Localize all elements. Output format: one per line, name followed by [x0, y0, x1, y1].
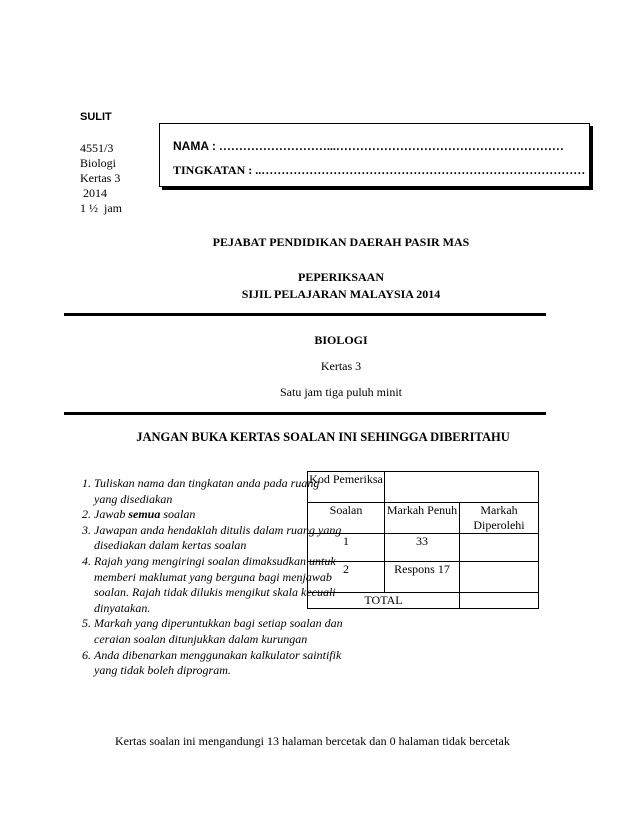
class-line	[173, 163, 585, 178]
full-marks: 33	[385, 534, 460, 562]
bottom-divider	[64, 412, 546, 415]
duration-title: Satu jam tiga puluh minit	[280, 385, 402, 399]
instruction-item: 2. Jawab semua soalan	[94, 507, 344, 523]
instruction-item: 6. Anda dibenarkan menggunakan kalkulator saintifik yang tidak boleh diprogram.	[94, 648, 344, 679]
instruction-item: 5. Markah yang diperuntukkan bagi setiap soalan dan ceraian soalan ditunjukkan dalam kurungan	[94, 616, 344, 647]
marks-table	[307, 471, 539, 609]
subject-name: Biologi	[80, 156, 117, 170]
page-count-note: Kertas soalan ini mengandungi 13 halaman bercetak dan 0 halaman tidak bercetak	[115, 734, 510, 748]
class-field[interactable]: ..………………………………………………………………………	[252, 163, 586, 177]
column-header-full-marks: Markah Penuh	[385, 503, 460, 534]
instruction-item: 3. Jawapan anda hendaklah ditulis dalam ruang yang disediakan dalam kertas soalan	[94, 523, 344, 554]
exam-duration: 1 ½ jam	[80, 201, 122, 215]
obtained-marks[interactable]	[460, 534, 539, 562]
name-line	[173, 139, 564, 154]
sulit-label: SULIT	[80, 111, 112, 123]
examiner-code-header: Kod Pemeriksa	[308, 472, 385, 503]
total-label: TOTAL	[308, 593, 460, 609]
obtained-marks[interactable]	[460, 562, 539, 593]
instruction-item: 4. Rajah yang mengiringi soalan dimaksudkan untuk memberi maklumat yang berguna bagi menjawab soalan. Rajah tidak dilukis mengikut skala kecuali dinyatakan.	[94, 554, 344, 616]
top-divider	[64, 313, 546, 316]
question-number: 2	[308, 562, 385, 593]
instructions-list	[60, 476, 344, 679]
column-header-question: Soalan	[308, 503, 385, 534]
office-title: PEJABAT PENDIDIKAN DAERAH PASIR MAS	[212, 235, 470, 249]
exam-title: PEPERIKSAAN	[297, 270, 384, 284]
paper-code-block	[80, 141, 122, 216]
class-label: TINGKATAN :	[173, 163, 253, 177]
warning-text: JANGAN BUKA KERTAS SOALAN INI SEHINGGA DIBERITAHU	[136, 430, 510, 444]
name-label: NAMA :	[173, 139, 216, 153]
paper-number: Kertas 3	[80, 171, 121, 185]
paper-title: Kertas 3	[320, 359, 362, 373]
total-marks[interactable]	[460, 593, 539, 609]
table-row	[308, 562, 539, 593]
question-number: 1	[308, 534, 385, 562]
certificate-title: SIJIL PELAJARAN MALAYSIA 2014	[241, 287, 441, 301]
paper-code: 4551/3	[80, 141, 114, 155]
student-info-box	[159, 123, 590, 187]
exam-year: 2014	[80, 186, 107, 200]
full-marks: Respons 17	[385, 562, 460, 593]
subject-title: BIOLOGI	[314, 333, 368, 347]
name-field[interactable]: ………………………...…………………………………………………	[215, 139, 564, 153]
table-row	[308, 534, 539, 562]
examiner-code-cell	[385, 472, 539, 503]
column-header-obtained-marks: Markah Diperolehi	[460, 503, 539, 534]
instruction-item: 1. Tuliskan nama dan tingkatan anda pada ruang yang disediakan	[94, 476, 344, 507]
